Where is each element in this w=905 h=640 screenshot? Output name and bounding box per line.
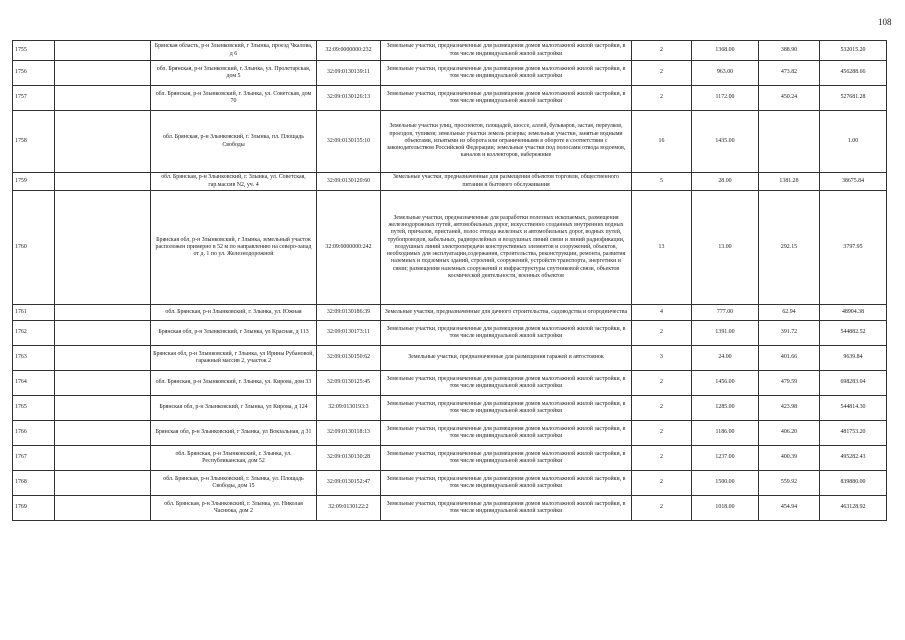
area-cell: 963.00 bbox=[692, 61, 759, 86]
area-cell: 1172.00 bbox=[692, 86, 759, 111]
table-row bbox=[13, 346, 887, 371]
cadastral-number-cell: 32:09:0130150:62 bbox=[317, 346, 381, 371]
cadastral-value-cell: 698283.04 bbox=[820, 371, 887, 396]
area-cell: 24.00 bbox=[692, 346, 759, 371]
rate-cell: 62.94 bbox=[759, 305, 820, 321]
address-cell: обл. Брянская, р-н Злынковский, г. Злынка, ул. Советская, дом 70 bbox=[151, 86, 317, 111]
row-number-cell: 1768 bbox=[13, 471, 55, 496]
rate-cell: 1381.28 bbox=[759, 173, 820, 191]
land-use-cell: Земельные участки, предназначенные для размещения домов малоэтажной жилой застройки, в том числе индивидуальной жилой застройки bbox=[381, 86, 632, 111]
address-cell: Брянская обл, р-н Злынковский, г Злынка, ул Вокзальная, д 31 bbox=[151, 421, 317, 446]
row-number-cell: 1759 bbox=[13, 173, 55, 191]
table-row bbox=[13, 191, 887, 305]
area-cell: 13.00 bbox=[692, 191, 759, 305]
row-number-cell: 1769 bbox=[13, 496, 55, 521]
address-cell: Брянская область, р-н Злынковский, г Злынка, проезд Чкалова, д 6 bbox=[151, 41, 317, 61]
group-cell: 3 bbox=[632, 346, 692, 371]
row-number-cell: 1756 bbox=[13, 61, 55, 86]
cadastral-number-cell: 32:09:0130186:39 bbox=[317, 305, 381, 321]
group-cell: 4 bbox=[632, 305, 692, 321]
land-use-cell: Земельные участки, предназначенные для размещения домов малоэтажной жилой застройки, в том числе индивидуальной жилой застройки bbox=[381, 446, 632, 471]
blank-cell bbox=[55, 173, 151, 191]
address-cell: Брянская обл, р-н Злынковский, г Злынка, ул Кирова, д 124 bbox=[151, 396, 317, 421]
address-cell: обл. Брянская, р-н Злынковский, г. Злынка, ул. Южная bbox=[151, 305, 317, 321]
cadastral-value-cell: 1.00 bbox=[820, 111, 887, 173]
land-use-cell: Земельные участки улиц, проспектов, площадей, шоссе, аллей, бульваров, застав, переулков, проездов, тупиков; земельные участки земель резерва; земельные участки, занятые водными объектами, изъятыми из оборота или ограниченными в обороте в соответствии с законодательством Российской Федерации; земельные участки под полосами отвода водоемов, каналов и коллекторов, набережные bbox=[381, 111, 632, 173]
blank-cell bbox=[55, 371, 151, 396]
row-number-cell: 1760 bbox=[13, 191, 55, 305]
group-cell: 2 bbox=[632, 446, 692, 471]
blank-cell bbox=[55, 396, 151, 421]
area-cell: 777.00 bbox=[692, 305, 759, 321]
land-use-cell: Земельные участки, предназначенные для размещения домов малоэтажной жилой застройки, в том числе индивидуальной жилой застройки bbox=[381, 471, 632, 496]
cadastral-value-cell: 495282.43 bbox=[820, 446, 887, 471]
area-cell: 1456.00 bbox=[692, 371, 759, 396]
rate-cell: 292.15 bbox=[759, 191, 820, 305]
table-row bbox=[13, 496, 887, 521]
cadastral-value-table bbox=[12, 40, 887, 521]
row-number-cell: 1758 bbox=[13, 111, 55, 173]
cadastral-value-cell: 544814.30 bbox=[820, 396, 887, 421]
rate-cell: 559.92 bbox=[759, 471, 820, 496]
cadastral-value-cell: 481753.20 bbox=[820, 421, 887, 446]
rate-cell: 423.98 bbox=[759, 396, 820, 421]
address-cell: Брянская обл, р-н Злынковский, г Злынка, ул Красная, д 113 bbox=[151, 321, 317, 346]
cadastral-number-cell: 32:09:0130152:47 bbox=[317, 471, 381, 496]
row-number-cell: 1755 bbox=[13, 41, 55, 61]
cadastral-number-cell: 32:09:0000000:242 bbox=[317, 191, 381, 305]
group-cell: 16 bbox=[632, 111, 692, 173]
cadastral-value-cell: 48904.38 bbox=[820, 305, 887, 321]
land-use-cell: Земельные участки, предназначенные для дачного строительства, садоводства и огородничества bbox=[381, 305, 632, 321]
row-number-cell: 1762 bbox=[13, 321, 55, 346]
table-row bbox=[13, 321, 887, 346]
cadastral-number-cell: 32:09:0130193:3 bbox=[317, 396, 381, 421]
blank-cell bbox=[55, 321, 151, 346]
blank-cell bbox=[55, 305, 151, 321]
rate-cell: 479.59 bbox=[759, 371, 820, 396]
address-cell: обл. Брянская, р-н Злынковский, г. Злынка, ул. Пролетарская, дом 5 bbox=[151, 61, 317, 86]
cadastral-value-cell: 527681.28 bbox=[820, 86, 887, 111]
table-row bbox=[13, 305, 887, 321]
blank-cell bbox=[55, 61, 151, 86]
table-row bbox=[13, 371, 887, 396]
blank-cell bbox=[55, 86, 151, 111]
cadastral-number-cell: 32:09:0130139:11 bbox=[317, 61, 381, 86]
blank-cell bbox=[55, 191, 151, 305]
table-row bbox=[13, 396, 887, 421]
land-use-cell: Земельные участки, предназначенные для размещения гаражей и автостоянок bbox=[381, 346, 632, 371]
table-row bbox=[13, 173, 887, 191]
address-cell: обл. Брянская, р-н Злынковский, г. Злынка, ул. Николая Часнюка, дом 2 bbox=[151, 496, 317, 521]
area-cell: 1435.00 bbox=[692, 111, 759, 173]
area-cell: 1500.00 bbox=[692, 471, 759, 496]
group-cell: 13 bbox=[632, 191, 692, 305]
group-cell: 2 bbox=[632, 371, 692, 396]
page-number: 108 bbox=[878, 17, 892, 27]
table-row bbox=[13, 111, 887, 173]
group-cell: 2 bbox=[632, 496, 692, 521]
address-cell: Брянская обл, р-н Злынковский, г Злынка, ул Ирины Рубановой, гаражный массив 2, участок 2 bbox=[151, 346, 317, 371]
cadastral-number-cell: 32:09:0130130:28 bbox=[317, 446, 381, 471]
cadastral-number-cell: 32:09:0130173:11 bbox=[317, 321, 381, 346]
address-cell: обл. Брянская, р-н Злынковский, г. Злынка, ул. Республиканская, дом 52 bbox=[151, 446, 317, 471]
address-cell: обл. Брянская, р-н Злынковский, г. Злынка, ул. Площадь Свободы, дом 15 bbox=[151, 471, 317, 496]
land-use-cell: Земельные участки, предназначенные для размещения домов малоэтажной жилой застройки, в том числе индивидуальной жилой застройки bbox=[381, 321, 632, 346]
group-cell: 2 bbox=[632, 396, 692, 421]
blank-cell bbox=[55, 496, 151, 521]
cadastral-number-cell: 32:09:0000000:232 bbox=[317, 41, 381, 61]
cadastral-value-cell: 3797.95 bbox=[820, 191, 887, 305]
rate-cell: 450.24 bbox=[759, 86, 820, 111]
address-cell: Брянская обл, р-н Злынковский, г Злынка, земельный участок расположен примерно в 52 м по направлению на северо-запад от д. 1 по ул. Железнодорожной bbox=[151, 191, 317, 305]
area-cell: 1237.00 bbox=[692, 446, 759, 471]
blank-cell bbox=[55, 111, 151, 173]
cadastral-number-cell: 32:09:0130126:13 bbox=[317, 86, 381, 111]
land-use-cell: Земельные участки, предназначенные для размещения домов малоэтажной жилой застройки, в том числе индивидуальной жилой застройки bbox=[381, 61, 632, 86]
rate-cell: 406.20 bbox=[759, 421, 820, 446]
address-cell: обл. Брянская, р-н Злынковский, г. Злынка, ул. Советская, гар.массив N2, уч. 4 bbox=[151, 173, 317, 191]
cadastral-number-cell: 32:09:0130122:2 bbox=[317, 496, 381, 521]
cadastral-value-cell: 9639.84 bbox=[820, 346, 887, 371]
group-cell: 2 bbox=[632, 41, 692, 61]
table-row bbox=[13, 471, 887, 496]
row-number-cell: 1761 bbox=[13, 305, 55, 321]
row-number-cell: 1765 bbox=[13, 396, 55, 421]
rate-cell: 391.72 bbox=[759, 321, 820, 346]
rate-cell: 401.66 bbox=[759, 346, 820, 371]
blank-cell bbox=[55, 41, 151, 61]
area-cell: 1368.00 bbox=[692, 41, 759, 61]
address-cell: обл. Брянская, р-н Злынковский, г. Злынка, ул. Кирова, дом 33 bbox=[151, 371, 317, 396]
rate-cell: 400.39 bbox=[759, 446, 820, 471]
land-use-cell: Земельные участки, предназначенные для размещения домов малоэтажной жилой застройки, в том числе индивидуальной жилой застройки bbox=[381, 396, 632, 421]
table-row bbox=[13, 41, 887, 61]
cadastral-value-cell: 463128.92 bbox=[820, 496, 887, 521]
address-cell: обл. Брянская, р-н Злынковский, г. Злынка, пл. Площадь Свободы bbox=[151, 111, 317, 173]
row-number-cell: 1764 bbox=[13, 371, 55, 396]
land-use-cell: Земельные участки, предназначенные для размещения объектов торговли, общественного питания и бытового обслуживания bbox=[381, 173, 632, 191]
area-cell: 1285.00 bbox=[692, 396, 759, 421]
group-cell: 2 bbox=[632, 86, 692, 111]
table-body bbox=[13, 41, 887, 521]
blank-cell bbox=[55, 346, 151, 371]
rate-cell: 388.90 bbox=[759, 41, 820, 61]
row-number-cell: 1766 bbox=[13, 421, 55, 446]
table-row bbox=[13, 421, 887, 446]
area-cell: 1018.00 bbox=[692, 496, 759, 521]
table-row bbox=[13, 61, 887, 86]
cadastral-number-cell: 32:09:0130135:10 bbox=[317, 111, 381, 173]
land-use-cell: Земельные участки, предназначенные для размещения домов малоэтажной жилой застройки, в том числе индивидуальной жилой застройки bbox=[381, 371, 632, 396]
land-use-cell: Земельные участки, предназначенные для размещения домов малоэтажной жилой застройки, в том числе индивидуальной жилой застройки bbox=[381, 496, 632, 521]
cadastral-number-cell: 32:09:0130118:13 bbox=[317, 421, 381, 446]
land-use-cell: Земельные участки, предназначенные для размещения домов малоэтажной жилой застройки, в том числе индивидуальной жилой застройки bbox=[381, 421, 632, 446]
rate-cell bbox=[759, 111, 820, 173]
row-number-cell: 1757 bbox=[13, 86, 55, 111]
table-row bbox=[13, 86, 887, 111]
land-use-cell: Земельные участки, предназначенные для размещения домов малоэтажной жилой застройки, в том числе индивидуальной жилой застройки bbox=[381, 41, 632, 61]
area-cell: 1186.00 bbox=[692, 421, 759, 446]
blank-cell bbox=[55, 421, 151, 446]
row-number-cell: 1767 bbox=[13, 446, 55, 471]
cadastral-number-cell: 32:09:0130120:60 bbox=[317, 173, 381, 191]
land-use-cell: Земельные участки, предназначенные для разработки полезных ископаемых, размещения железнодорожных путей, автомобильных дорог, искусственно созданных внутренних водных путей, причалов, пристаней, полос отвода железных и автомобильных дорог, водных путей, трубопроводов, кабельных, радиорелейных и воздушных линий связи и линий радиофикации, воздушных линий электропередачи конструктивных элементов и сооружений, объектов, необходимых для эксплуатации,содержания, строительства, реконструкции, ремонта, развития наземных и подземных зданий, строений, сооружений, устройств транспорта, энергетики и связи; размещения наземных сооружений и инфраструктуры спутниковой связи, объектов космической деятельности, военных объектов bbox=[381, 191, 632, 305]
area-cell: 28.00 bbox=[692, 173, 759, 191]
table-row bbox=[13, 446, 887, 471]
row-number-cell: 1763 bbox=[13, 346, 55, 371]
cadastral-value-cell: 38675.84 bbox=[820, 173, 887, 191]
group-cell: 2 bbox=[632, 321, 692, 346]
blank-cell bbox=[55, 471, 151, 496]
cadastral-value-cell: 544882.52 bbox=[820, 321, 887, 346]
cadastral-value-cell: 839880.00 bbox=[820, 471, 887, 496]
cadastral-number-cell: 32:09:0130125:45 bbox=[317, 371, 381, 396]
blank-cell bbox=[55, 446, 151, 471]
area-cell: 1391.00 bbox=[692, 321, 759, 346]
group-cell: 2 bbox=[632, 61, 692, 86]
group-cell: 5 bbox=[632, 173, 692, 191]
cadastral-value-cell: 532015.20 bbox=[820, 41, 887, 61]
group-cell: 2 bbox=[632, 471, 692, 496]
group-cell: 2 bbox=[632, 421, 692, 446]
cadastral-value-cell: 456288.66 bbox=[820, 61, 887, 86]
rate-cell: 473.82 bbox=[759, 61, 820, 86]
rate-cell: 454.94 bbox=[759, 496, 820, 521]
